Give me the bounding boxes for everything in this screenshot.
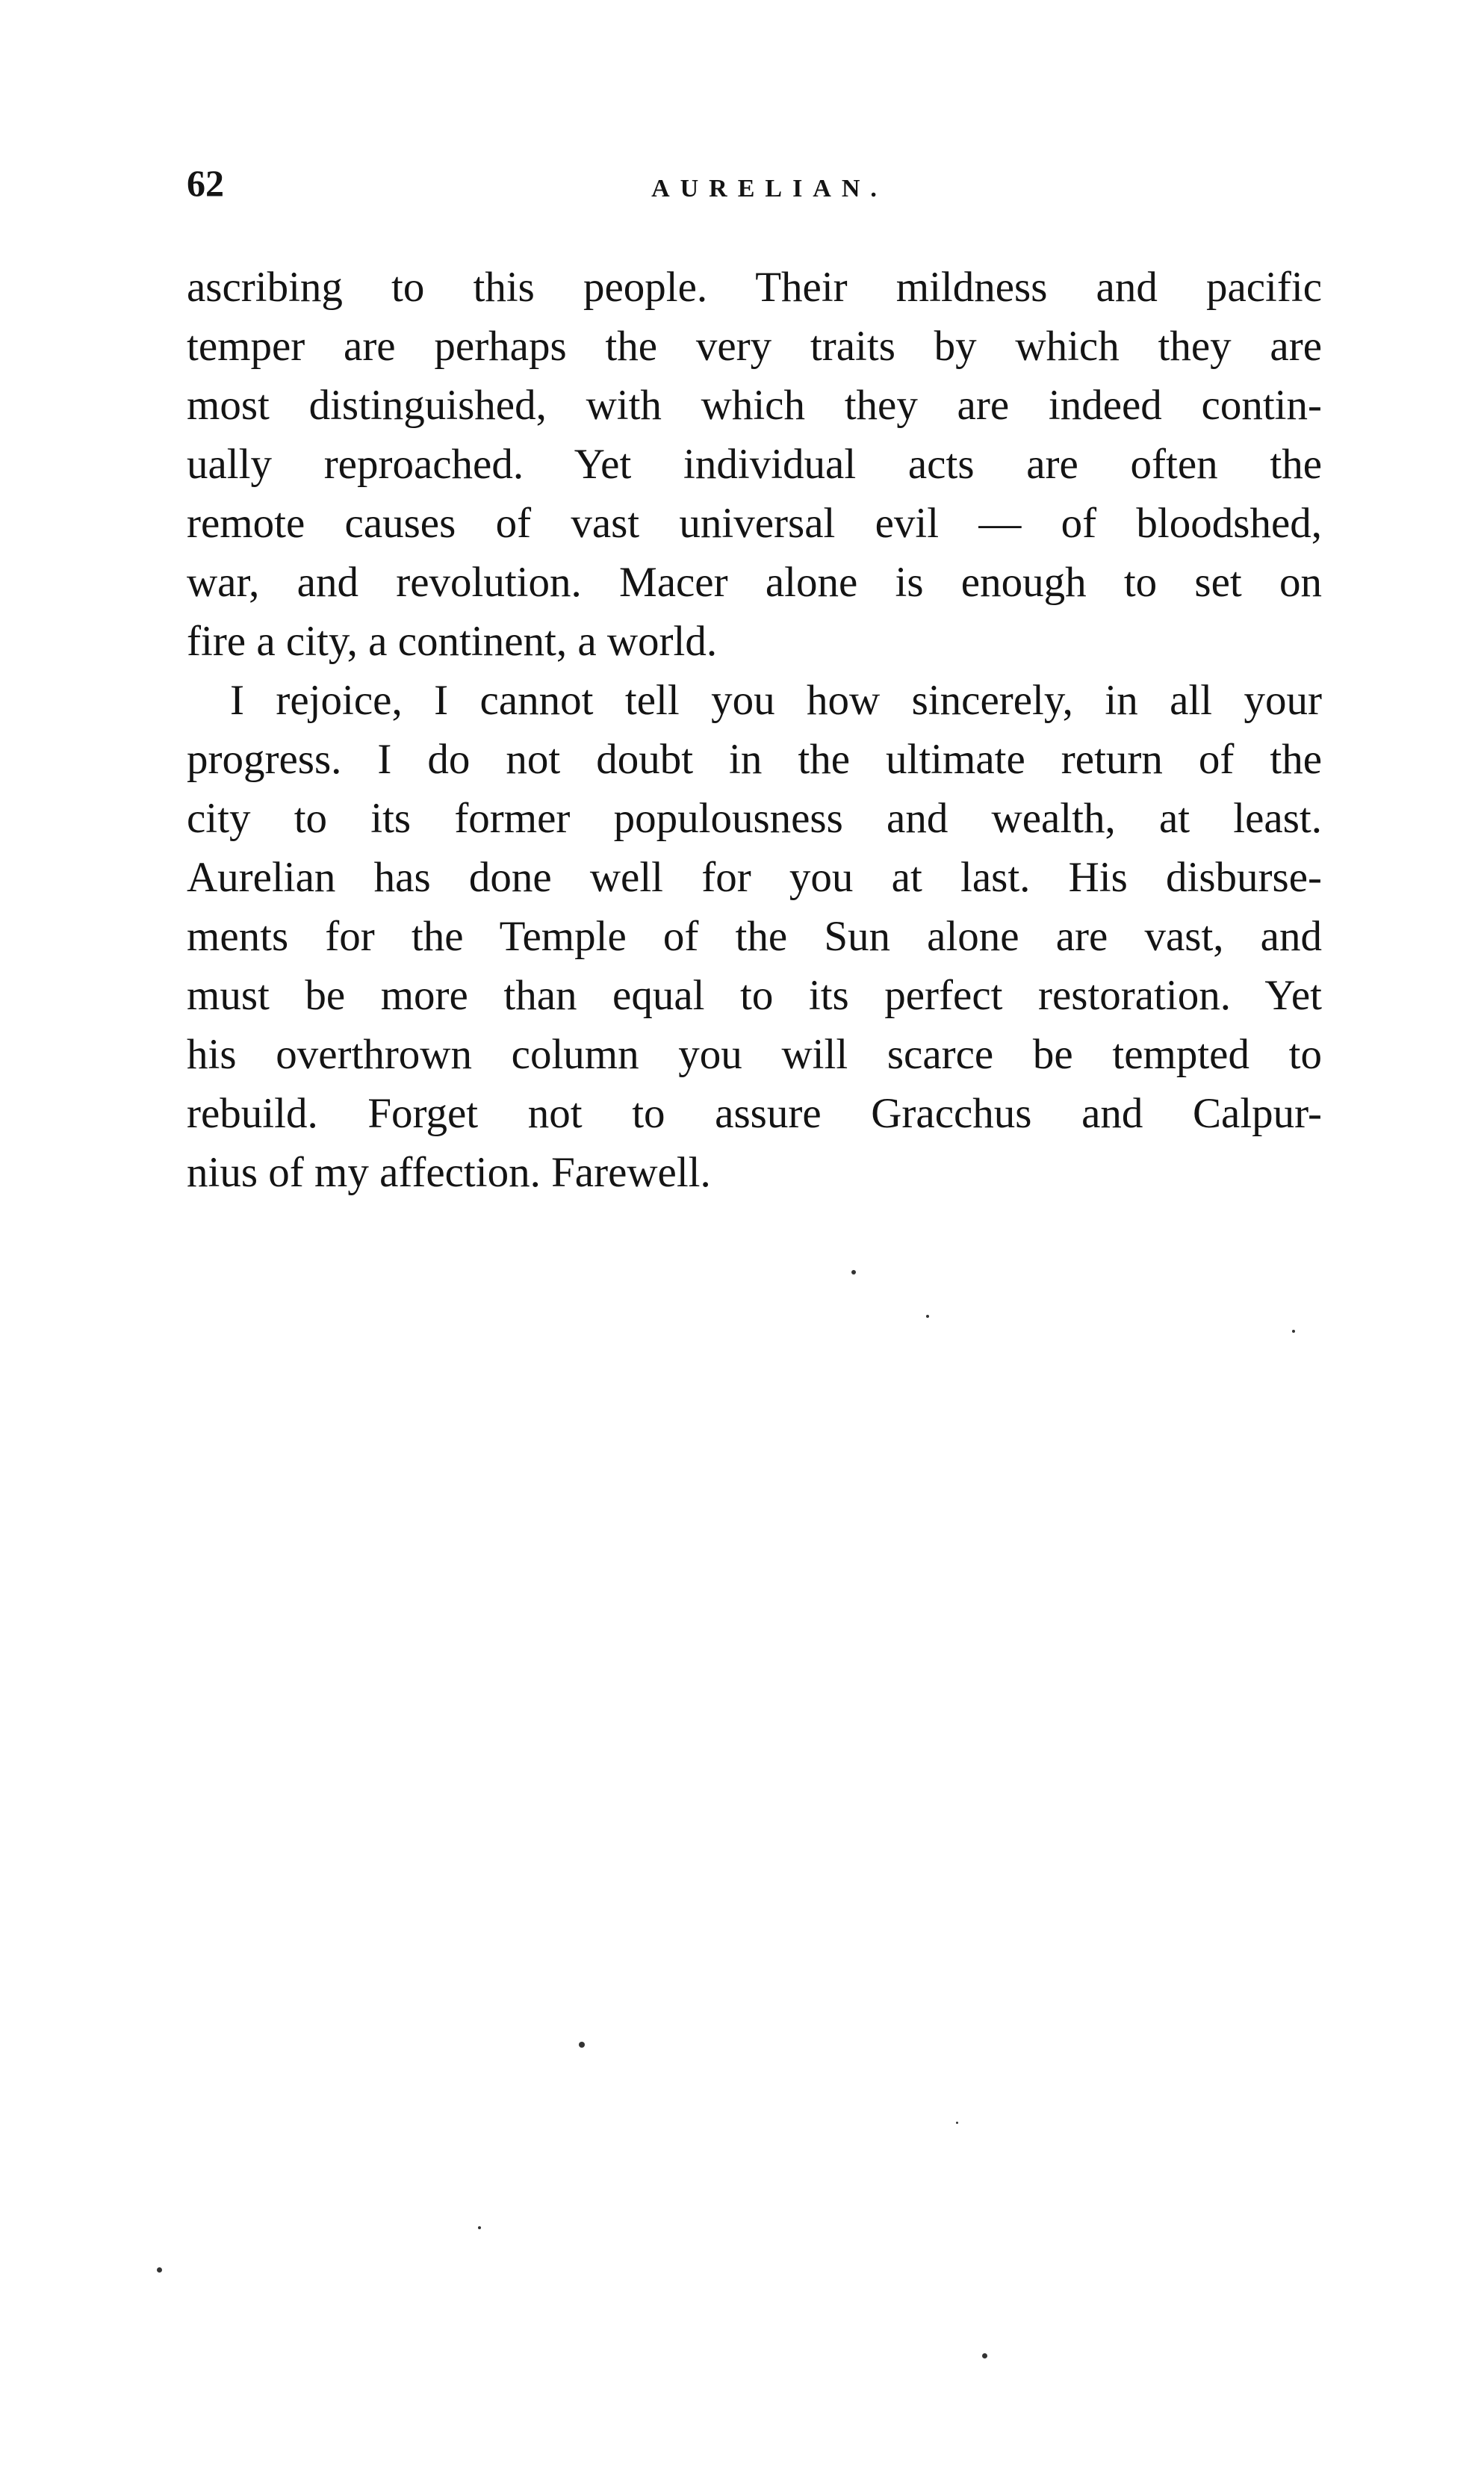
text-line: city to its former populousness and wealth, at least. — [187, 795, 1322, 842]
text-line: war, and revolution. Macer alone is enough to set on — [187, 559, 1322, 606]
scan-speck — [1292, 1330, 1295, 1333]
scan-speck — [851, 1270, 856, 1274]
page-number: 62 — [187, 162, 224, 204]
body-text — [187, 258, 1322, 1202]
text-line: fire a city, a continent, a world. — [187, 618, 718, 665]
scan-speck — [157, 2267, 162, 2273]
text-line: ually reproached. Yet individual acts are often the — [187, 441, 1322, 488]
scan-speck — [478, 2226, 481, 2229]
text-line: I rejoice, I cannot tell you how sincerely, in all your — [230, 677, 1322, 724]
text-line: ascribing to this people. Their mildness and pacific — [187, 264, 1322, 311]
text-line: Aurelian has done well for you at last. His disburse- — [187, 854, 1322, 901]
scan-speck — [982, 2353, 987, 2358]
text-line: progress. I do not doubt in the ultimate return of the — [187, 736, 1322, 783]
text-line: remote causes of vast universal evil — of bloodshed, — [187, 500, 1322, 547]
scan-speck — [956, 2122, 958, 2124]
text-line: nius of my affection. Farewell. — [187, 1149, 711, 1196]
text-line: must be more than equal to its perfect restoration. Yet — [187, 972, 1322, 1019]
running-title: AURELIAN. — [651, 175, 887, 202]
text-line: temper are perhaps the very traits by which they are — [187, 323, 1322, 370]
scan-speck — [926, 1315, 929, 1318]
page-header — [187, 157, 1322, 209]
text-line: his overthrown column you will scarce be tempted to — [187, 1031, 1322, 1078]
text-line: most distinguished, with which they are indeed contin- — [187, 382, 1322, 429]
scan-speck — [579, 2042, 585, 2048]
text-line: rebuild. Forget not to assure Gracchus and Calpur- — [187, 1090, 1322, 1137]
text-line: ments for the Temple of the Sun alone are vast, and — [187, 913, 1322, 960]
